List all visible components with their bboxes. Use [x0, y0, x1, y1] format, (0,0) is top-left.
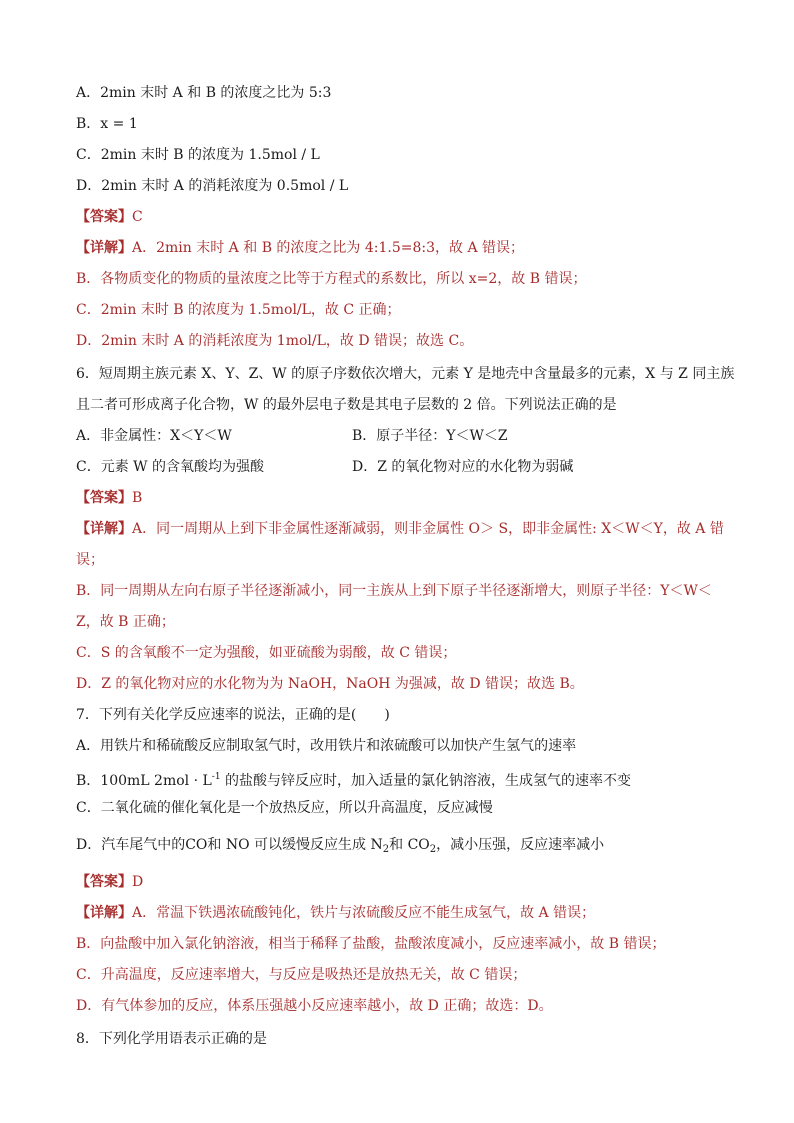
- q8-stem: 8．下列化学用语表示正确的是: [76, 1031, 267, 1047]
- q6-detail-a-line2: 误；: [76, 552, 104, 568]
- q5-option-b: B．x = 1: [76, 116, 138, 132]
- detail-text: A．2min 末时 A 和 B 的浓度之比为 4:1.5=8:3，故 A 错误；: [132, 240, 525, 256]
- answer-value: D: [132, 874, 144, 890]
- q7-detail-d: D．有气体参加的反应，体系压强越小反应速率越小，故 D 正确；故选：D。: [76, 998, 553, 1014]
- q7-option-c: C．二氧化硫的催化氧化是一个放热反应，所以升高温度，反应减慢: [76, 800, 493, 816]
- q7-option-a: A．用铁片和稀硫酸反应制取氢气时，改用铁片和浓硫酸可以加快产生氢气的速率: [76, 738, 577, 754]
- q7-option-b-post: 的盐酸与锌反应时，加入适量的氯化钠溶液，生成氢气的速率不变: [220, 773, 632, 789]
- detail-text: A．同一周期从上到下非金属性逐渐减弱，则非金属性 O＞ S，即非金属性: X＜W＜Y，故 A 错: [132, 521, 724, 537]
- q5-detail-a: [76, 238, 524, 258]
- answer-label: 【答案】: [76, 874, 132, 890]
- q7-detail-b: B．向盐酸中加入氯化钠溶液，相当于稀释了盐酸，盐酸浓度减小，反应速率减小，故 B 错误；: [76, 936, 666, 952]
- q7-option-d-sub1: 2: [382, 844, 390, 855]
- q5-detail-b: B．各物质变化的物质的量浓度之比等于方程式的系数比，所以 x=2，故 B 错误；: [76, 271, 587, 287]
- q7-option-d-sub2: 2: [429, 844, 437, 855]
- q5-option-d: D．2min 末时 A 的消耗浓度为 0.5mol / L: [76, 178, 349, 194]
- q7-option-d: [76, 835, 604, 860]
- q7-stem: 7．下列有关化学反应速率的说法，正确的是( ): [76, 707, 390, 723]
- detail-label: 【详解】: [76, 905, 132, 921]
- q5-answer: [76, 207, 143, 227]
- q6-detail-d: D．Z 的氧化物对应的水化物为为 NaOH，NaOH 为强减，故 D 错误；故选 B。: [76, 676, 584, 692]
- q7-option-d-mid: 和 CO: [389, 837, 430, 853]
- q6-option-a: A．非金属性：X＜Y＜W: [76, 428, 232, 444]
- detail-label: 【详解】: [76, 521, 132, 537]
- answer-label: 【答案】: [76, 490, 132, 506]
- q7-answer: [76, 872, 143, 892]
- q6-stem-line2: 且二者可形成离子化合物，W 的最外层电子数是其电子层数的 2 倍。下列说法正确的是: [76, 397, 617, 413]
- q6-detail-c: C．S 的含氧酸不一定为强酸，如亚硫酸为弱酸，故 C 错误；: [76, 645, 457, 661]
- answer-label: 【答案】: [76, 209, 132, 225]
- q5-option-a: A．2min 末时 A 和 B 的浓度之比为 5:3: [76, 85, 332, 101]
- q7-detail-a: [76, 903, 595, 923]
- q5-detail-d: D．2min 末时 A 的消耗浓度为 1mol/L，故 D 错误；故选 C。: [76, 333, 474, 349]
- q6-option-b: B．原子半径：Y＜W＜Z: [352, 428, 508, 444]
- q7-detail-c: C．升高温度，反应速率增大，与反应是吸热还是放热无关，故 C 错误；: [76, 967, 527, 983]
- q7-option-b: [76, 767, 631, 791]
- answer-value: B: [132, 490, 143, 506]
- q6-option-c: C．元素 W 的含氧酸均为强酸: [76, 459, 265, 475]
- q6-detail-a-line1: [76, 519, 724, 539]
- q6-option-d: D．Z 的氧化物对应的水化物为弱碱: [352, 459, 574, 475]
- q6-stem-line1: 6．短周期主族元素 X、Y、Z、W 的原子序数依次增大，元素 Y 是地壳中含量最多的元素，X 与 Z 同主族: [76, 366, 735, 382]
- q7-option-d-post: ，减小压强，反应速率减小: [436, 837, 605, 853]
- q7-option-b-sup: -1: [211, 772, 221, 782]
- detail-label: 【详解】: [76, 240, 132, 256]
- answer-value: C: [132, 209, 143, 225]
- q7-option-d-pre: D．汽车尾气中的CO和 NO 可以缓慢反应生成 N: [76, 837, 383, 853]
- q5-detail-c: C．2min 末时 B 的浓度为 1.5mol/L，故 C 正确；: [76, 302, 401, 318]
- q6-answer: [76, 488, 142, 508]
- q6-detail-b-line2: Z，故 B 正确；: [76, 614, 175, 630]
- q7-option-b-pre: B．100mL 2mol · L: [76, 773, 212, 789]
- detail-text: A．常温下铁遇浓硫酸钝化，铁片与浓硫酸反应不能生成氢气，故 A 错误；: [132, 905, 596, 921]
- q5-option-c: C．2min 末时 B 的浓度为 1.5mol / L: [76, 147, 320, 163]
- q6-detail-b-line1: B．同一周期从左向右原子半径逐渐减小，同一主族从上到下原子半径逐渐增大，则原子半径：Y＜W＜: [76, 583, 712, 599]
